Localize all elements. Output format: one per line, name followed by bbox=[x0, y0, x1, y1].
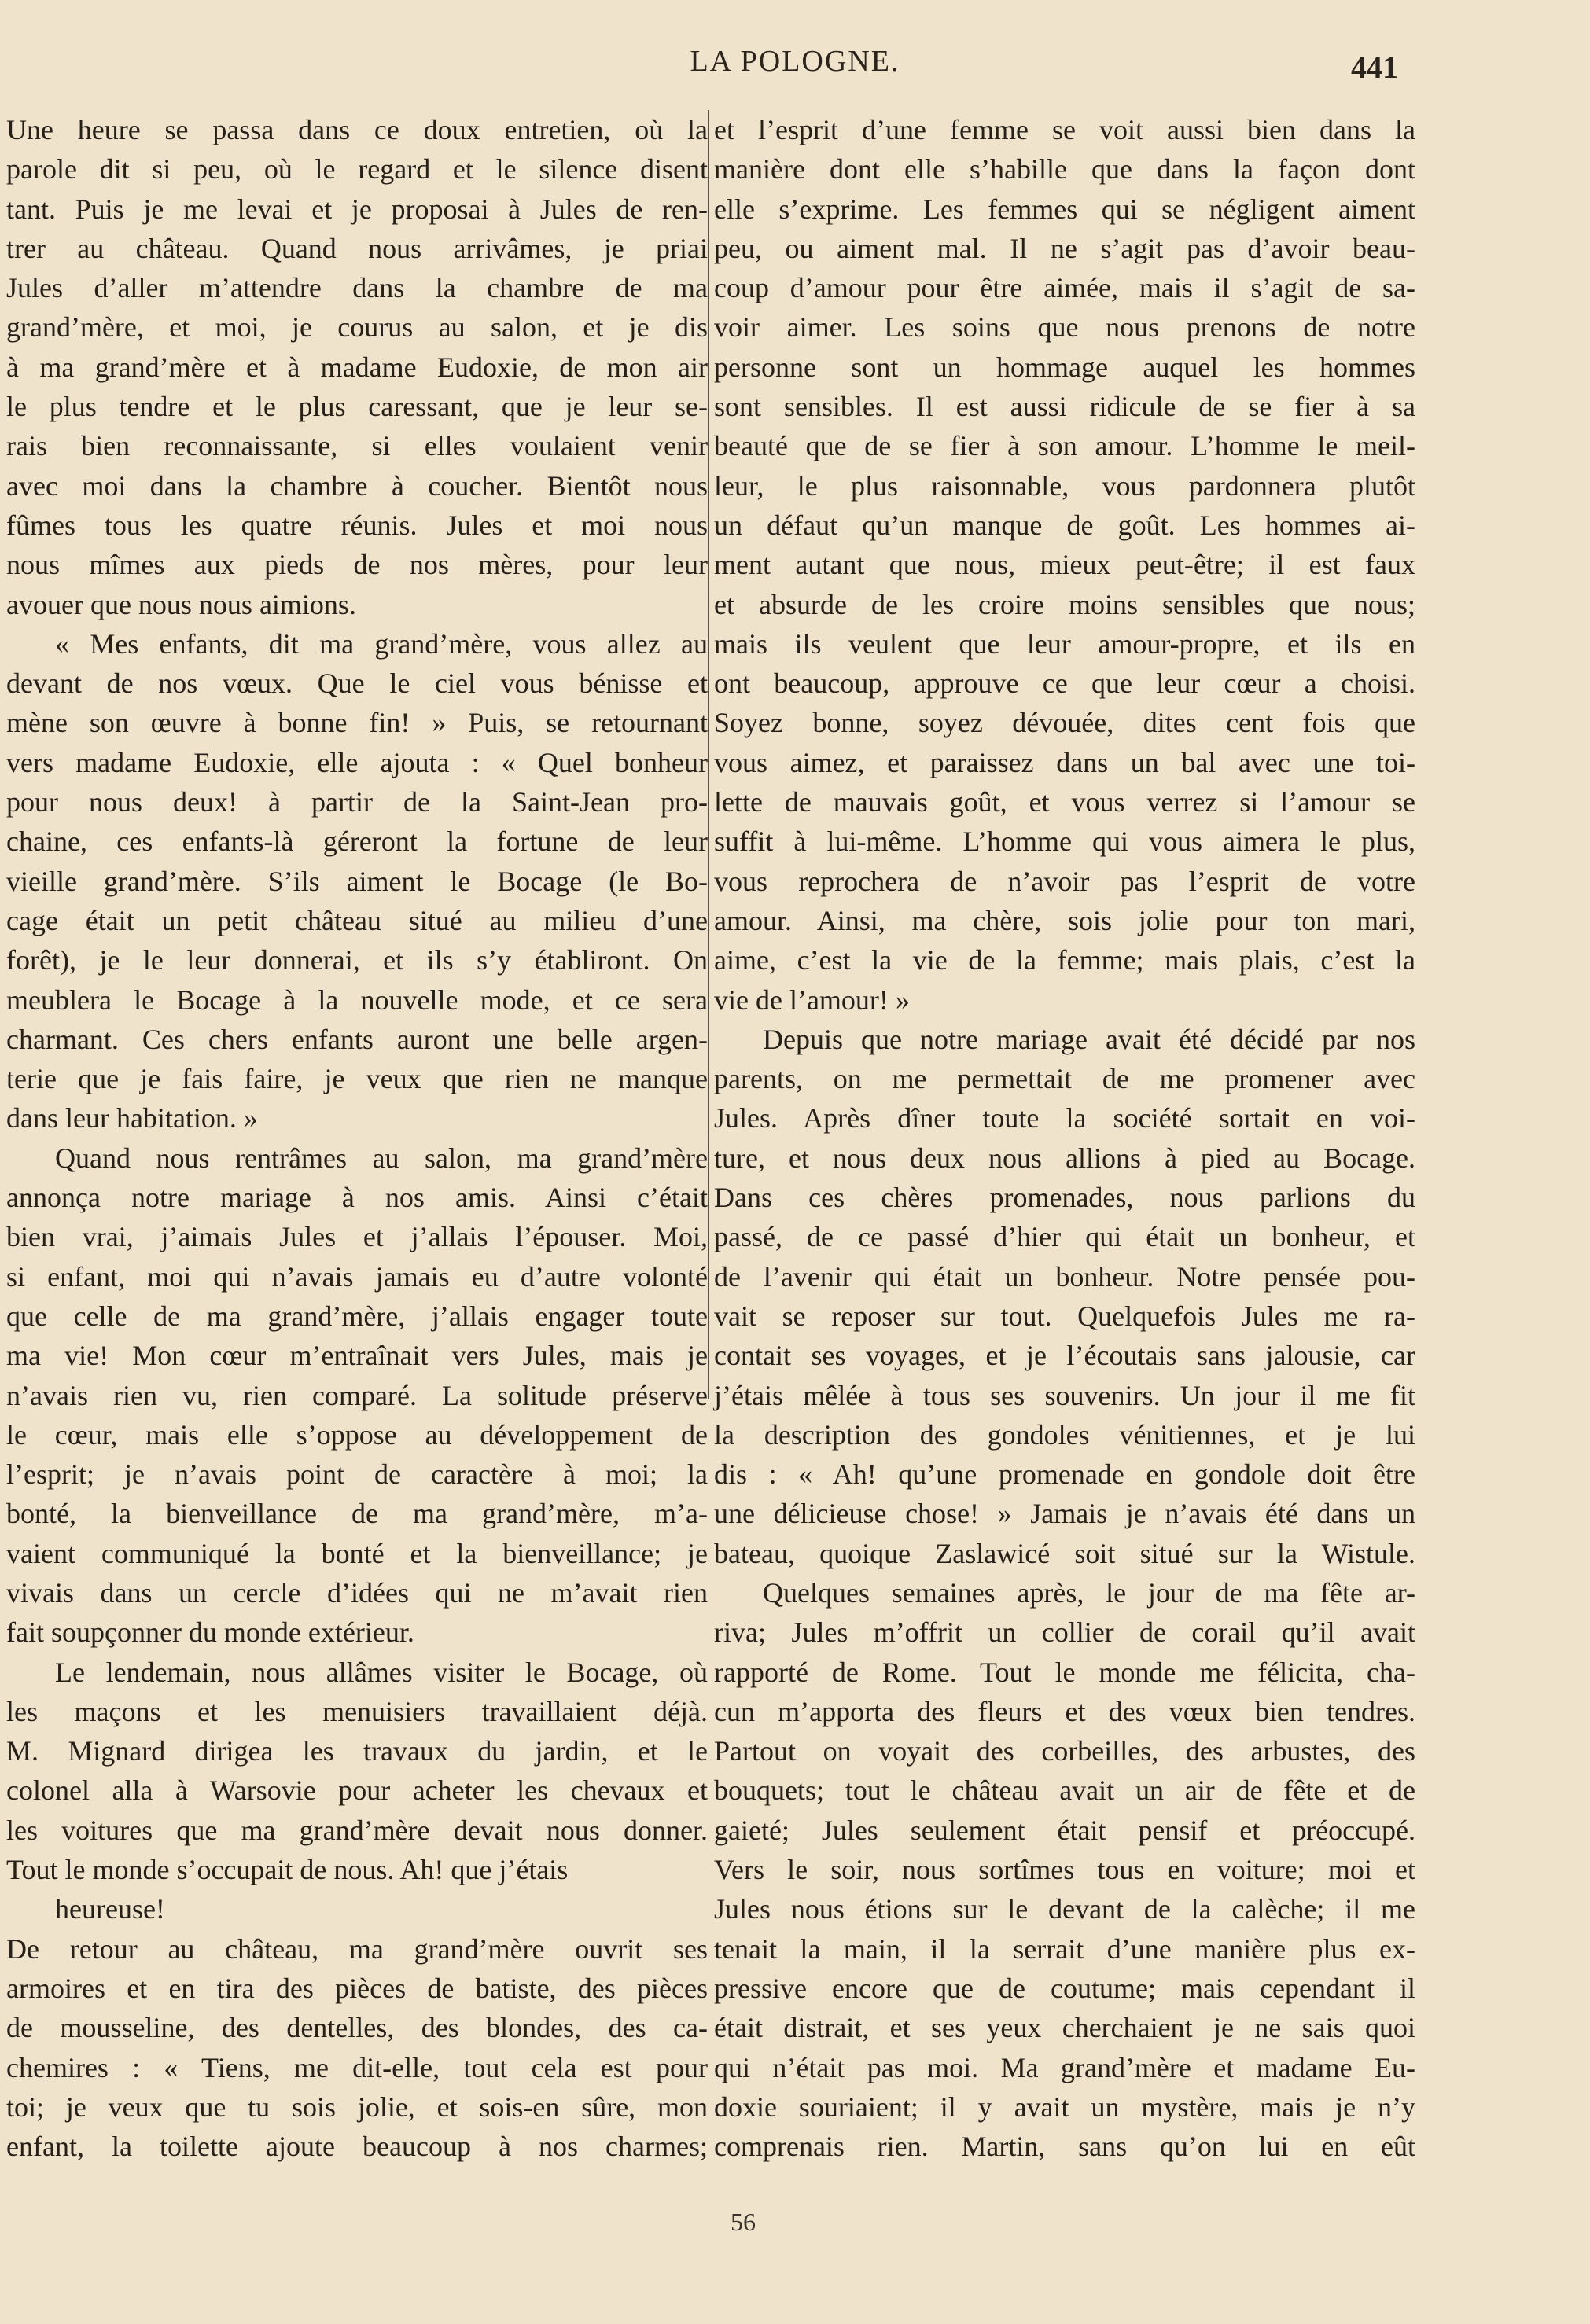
text-line: un défaut qu’un manque de goût. Les hommes ai- bbox=[714, 509, 1415, 541]
text-line: parole dit si peu, où le regard et le silence disent bbox=[6, 153, 708, 186]
text-line: pressive encore que de coutume; mais cependant il bbox=[714, 1972, 1415, 2004]
text-line: ment autant que nous, mieux peut-être; il est faux bbox=[714, 549, 1415, 581]
text-line: beauté que de se fier à son amour. L’homme le meil- bbox=[714, 430, 1415, 462]
text-line: dans leur habitation. » bbox=[6, 1102, 258, 1134]
text-line: rais bien reconnaissante, si elles voulaient venir bbox=[6, 430, 708, 462]
text-line: Partout on voyait des corbeilles, des arbustes, des bbox=[714, 1735, 1415, 1767]
text-line: de mousseline, des dentelles, des blondes, des ca- bbox=[6, 2012, 708, 2044]
text-line: avec moi dans la chambre à coucher. Bientôt nous bbox=[6, 469, 708, 502]
text-line: bien vrai, j’aimais Jules et j’allais l’épouser. Moi, bbox=[6, 1221, 708, 1253]
text-line: les voitures que ma grand’mère devait nous donner. bbox=[6, 1814, 708, 1846]
text-line: devant de nos vœux. Que le ciel vous bénisse et bbox=[6, 667, 708, 700]
text-line: vait se reposer sur tout. Quelquefois Jules me ra- bbox=[714, 1300, 1415, 1332]
text-line: Le lendemain, nous allâmes visiter le Bocage, où bbox=[55, 1656, 708, 1688]
text-line: Quelques semaines après, le jour de ma fête ar- bbox=[763, 1576, 1415, 1609]
running-header-title: LA POLOGNE. bbox=[690, 45, 900, 78]
text-line: annonça notre mariage à nos amis. Ainsi c’était bbox=[6, 1182, 708, 1214]
text-line: forêt), je le leur donnerai, et ils s’y établiront. On bbox=[6, 944, 708, 976]
text-line: et absurde de les croire moins sensibles que nous; bbox=[714, 588, 1415, 620]
text-line: M. Mignard dirigea les travaux du jardin, et le bbox=[6, 1735, 708, 1767]
text-line: le plus tendre et le plus caressant, que je leur se- bbox=[6, 391, 708, 423]
text-line: suffit à lui-même. L’homme qui vous aimera le plus, bbox=[714, 826, 1415, 858]
text-line: gaieté; Jules seulement était pensif et préoccupé. bbox=[714, 1814, 1415, 1846]
text-line: « Mes enfants, dit ma grand’mère, vous allez au bbox=[55, 627, 708, 660]
text-line: enfant, la toilette ajoute beaucoup à nos charmes; bbox=[6, 2131, 708, 2163]
text-line: riva; Jules m’offrit un collier de corail qu’il avait bbox=[714, 1616, 1415, 1649]
text-line: rapporté de Rome. Tout le monde me félicita, cha- bbox=[714, 1656, 1415, 1688]
text-line: l’esprit; je n’avais point de caractère à moi; la bbox=[6, 1458, 708, 1491]
text-line: fûmes tous les quatre réunis. Jules et moi nous bbox=[6, 509, 708, 541]
text-line: le cœur, mais elle s’oppose au développement de bbox=[6, 1418, 708, 1451]
text-line: trer au château. Quand nous arrivâmes, je priai bbox=[6, 232, 708, 264]
text-line: vivais dans un cercle d’idées qui ne m’avait rien bbox=[6, 1576, 708, 1609]
text-line: De retour au château, ma grand’mère ouvrit ses bbox=[6, 1932, 708, 1965]
text-line: grand’mère, et moi, je courus au salon, et je dis bbox=[6, 311, 708, 344]
text-line: voir aimer. Les soins que nous prenons de notre bbox=[714, 311, 1415, 344]
text-line: si enfant, moi qui n’avais jamais eu d’autre volonté bbox=[6, 1260, 708, 1293]
text-line: tant. Puis je me levai et je proposai à Jules de ren- bbox=[6, 193, 708, 225]
text-line: la description des gondoles vénitiennes, et je lui bbox=[714, 1418, 1415, 1451]
text-line: qui n’était pas moi. Ma grand’mère et madame Eu- bbox=[714, 2051, 1415, 2083]
text-line: cun m’apporta des fleurs et des vœux bien tendres. bbox=[714, 1695, 1415, 1727]
text-line: aime, c’est la vie de la femme; mais plais, c’est la bbox=[714, 944, 1415, 976]
text-line: cage était un petit château situé au milieu d’une bbox=[6, 904, 708, 936]
text-line: mène son œuvre à bonne fin! » Puis, se retournant bbox=[6, 707, 708, 739]
text-line: sont sensibles. Il est aussi ridicule de se fier à sa bbox=[714, 391, 1415, 423]
text-line: bonté, la bienveillance de ma grand’mère, m’a- bbox=[6, 1498, 708, 1530]
right-text-column bbox=[714, 110, 1415, 2166]
text-line: contait ses voyages, et je l’écoutais sans jalousie, car bbox=[714, 1340, 1415, 1372]
text-line: vie de l’amour! » bbox=[714, 984, 910, 1016]
text-line: comprenais rien. Martin, sans qu’on lui en eût bbox=[714, 2131, 1415, 2163]
text-line: vous reprochera de n’avoir pas l’esprit de votre bbox=[714, 865, 1415, 897]
text-line: doxie souriaient; il y avait un mystère, mais je n’y bbox=[714, 2090, 1415, 2123]
text-line: meublera le Bocage à la nouvelle mode, et ce sera bbox=[6, 984, 708, 1016]
text-line: peu, ou aiment mal. Il ne s’agit pas d’avoir beau- bbox=[714, 232, 1415, 264]
text-line: ont beaucoup, approuve ce que leur cœur a choisi. bbox=[714, 667, 1415, 700]
text-line: Dans ces chères promenades, nous parlions du bbox=[714, 1182, 1415, 1214]
text-line: dis : « Ah! qu’une promenade en gondole doit être bbox=[714, 1458, 1415, 1491]
text-line: vous aimez, et paraissez dans un bal avec une toi- bbox=[714, 746, 1415, 778]
text-line: charmant. Ces chers enfants auront une belle argen- bbox=[6, 1023, 708, 1055]
text-line: à ma grand’mère et à madame Eudoxie, de mon air bbox=[6, 351, 708, 383]
text-line: manière dont elle s’habille que dans la façon dont bbox=[714, 153, 1415, 186]
text-line: armoires et en tira des pièces de batiste, des pièces bbox=[6, 1972, 708, 2004]
text-line: Jules d’aller m’attendre dans la chambre de ma bbox=[6, 272, 708, 304]
text-line: Une heure se passa dans ce doux entretien, où la bbox=[6, 114, 708, 145]
text-line: que celle de ma grand’mère, j’allais engager toute bbox=[6, 1300, 708, 1332]
text-line: Depuis que notre mariage avait été décidé par nos bbox=[763, 1023, 1415, 1055]
text-line: ma vie! Mon cœur m’entraînait vers Jules, mais je bbox=[6, 1340, 708, 1372]
text-line: était distrait, et ses yeux cherchaient je ne sais quoi bbox=[714, 2012, 1415, 2044]
text-line: Vers le soir, nous sortîmes tous en voiture; moi et bbox=[714, 1854, 1415, 1886]
text-line: nous mîmes aux pieds de nos mères, pour leur bbox=[6, 549, 708, 581]
text-line: les maçons et les menuisiers travaillaient déjà. bbox=[6, 1695, 708, 1727]
left-text-column bbox=[6, 110, 708, 2166]
text-line: de l’avenir qui était un bonheur. Notre pensée pou- bbox=[714, 1260, 1415, 1293]
text-line: parents, on me permettait de me promener avec bbox=[714, 1063, 1415, 1095]
text-line: bouquets; tout le château avait un air de fête et de bbox=[714, 1774, 1415, 1807]
text-line: Tout le monde s’occupait de nous. Ah! que j’étais bbox=[6, 1854, 569, 1886]
text-line: ture, et nous deux nous allions à pied au Bocage. bbox=[714, 1142, 1415, 1174]
text-line: chemires : « Tiens, me dit-elle, tout cela est pour bbox=[6, 2051, 708, 2083]
text-line: tenait la main, il la serrait d’une manière plus ex- bbox=[714, 1932, 1415, 1965]
text-line: vieille grand’mère. S’ils aiment le Bocage (le Bo- bbox=[6, 865, 708, 897]
text-line: Soyez bonne, soyez dévouée, dites cent fois que bbox=[714, 707, 1415, 739]
text-line: mais ils veulent que leur amour-propre, et ils en bbox=[714, 627, 1415, 660]
text-line: personne sont un hommage auquel les hommes bbox=[714, 351, 1415, 383]
text-line: coup d’amour pour être aimée, mais il s’agit de sa- bbox=[714, 272, 1415, 304]
text-line: vers madame Eudoxie, elle ajouta : « Quel bonheur bbox=[6, 746, 708, 778]
text-line: vaient communiqué la bonté et la bienveillance; je bbox=[6, 1537, 708, 1569]
text-line: elle s’exprime. Les femmes qui se négligent aiment bbox=[714, 193, 1415, 225]
text-line: avouer que nous nous aimions. bbox=[6, 588, 356, 620]
text-line: et l’esprit d’une femme se voit aussi bien dans la bbox=[714, 114, 1415, 145]
text-line: leur, le plus raisonnable, vous pardonnera plutôt bbox=[714, 469, 1415, 502]
text-line: bateau, quoique Zaslawicé soit situé sur la Wistule. bbox=[714, 1537, 1415, 1569]
text-line: passé, de ce passé d’hier qui était un bonheur, et bbox=[714, 1221, 1415, 1253]
text-line: amour. Ainsi, ma chère, sois jolie pour ton mari, bbox=[714, 904, 1415, 936]
text-line: Jules nous étions sur le devant de la calèche; il me bbox=[714, 1893, 1415, 1925]
text-line: Jules. Après dîner toute la société sortait en voi- bbox=[714, 1102, 1415, 1134]
text-line: pour nous deux! à partir de la Saint-Jean pro- bbox=[6, 786, 708, 818]
text-line: colonel alla à Warsovie pour acheter les chevaux et bbox=[6, 1774, 708, 1807]
text-line: Quand nous rentrâmes au salon, ma grand’mère bbox=[55, 1142, 708, 1174]
page-number: 441 bbox=[1351, 50, 1398, 85]
column-divider bbox=[708, 110, 709, 1399]
text-line: heureuse! bbox=[55, 1893, 165, 1925]
text-line: lette de mauvais goût, et vous verrez si l’amour se bbox=[714, 786, 1415, 818]
text-line: terie que je fais faire, je veux que rien ne manque bbox=[6, 1063, 708, 1095]
text-line: fait soupçonner du monde extérieur. bbox=[6, 1616, 414, 1649]
text-line: une délicieuse chose! » Jamais je n’avais été dans un bbox=[714, 1498, 1415, 1530]
text-line: toi; je veux que tu sois jolie, et sois-en sûre, mon bbox=[6, 2090, 708, 2123]
printer-signature-mark: 56 bbox=[731, 2208, 756, 2236]
text-line: chaine, ces enfants-là géreront la fortune de leur bbox=[6, 826, 708, 858]
text-line: j’étais mêlée à tous ses souvenirs. Un jour il me fit bbox=[714, 1379, 1415, 1411]
text-line: n’avais rien vu, rien comparé. La solitude préserve bbox=[6, 1379, 708, 1411]
